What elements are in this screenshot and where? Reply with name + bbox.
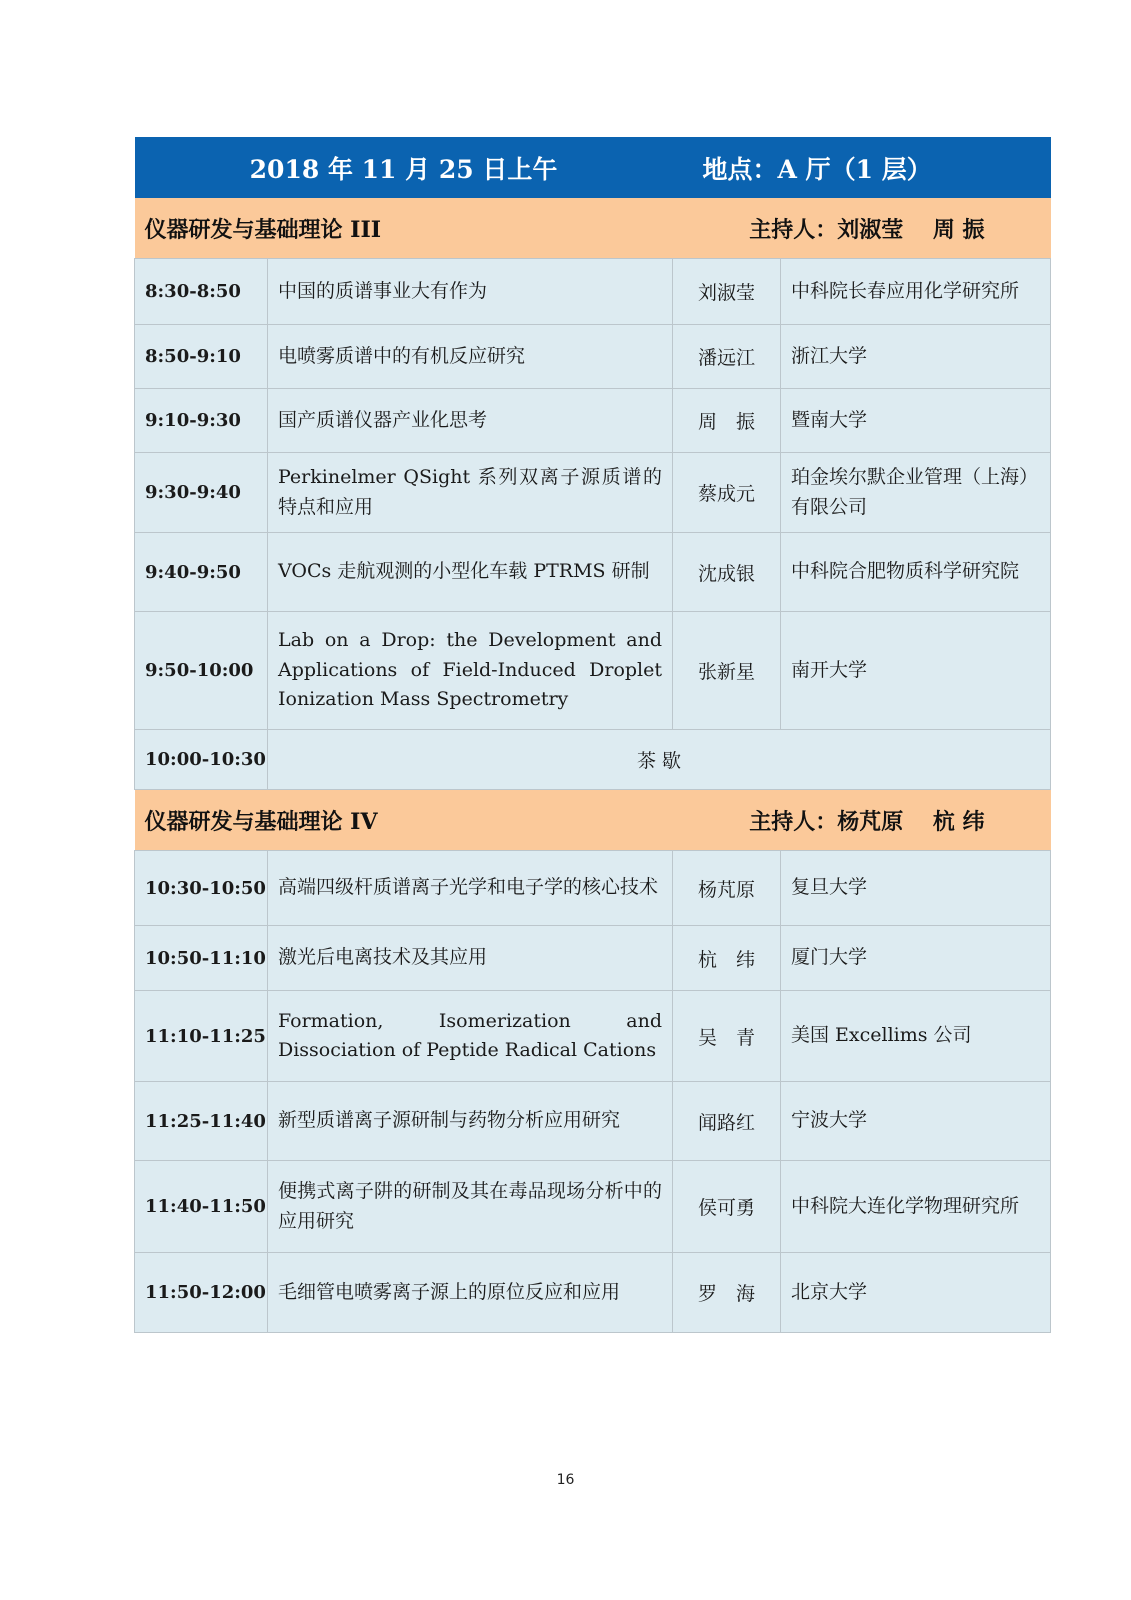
talk-speaker: 罗 海	[673, 1253, 781, 1333]
break-time: 10:00-10:30	[135, 730, 268, 790]
talk-title: 毛细管电喷雾离子源上的原位反应和应用	[268, 1253, 673, 1333]
session-host: 主持人：杨芃原 杭 纬	[673, 790, 1051, 851]
talk-title: Formation, Isomerization and Dissociation of Peptide Radical Cations	[268, 991, 673, 1082]
talk-time: 11:10-11:25	[135, 991, 268, 1082]
talk-time: 10:30-10:50	[135, 851, 268, 926]
page-number: 16	[556, 1472, 575, 1488]
talk-institution: 南开大学	[781, 612, 1051, 730]
talk-speaker: 周 振	[673, 389, 781, 453]
talk-row	[135, 533, 1051, 612]
schedule-table	[134, 137, 1051, 1333]
talk-institution: 中科院合肥物质科学研究院	[781, 533, 1051, 612]
talk-institution: 北京大学	[781, 1253, 1051, 1333]
talk-speaker: 吴 青	[673, 991, 781, 1082]
talk-time: 11:25-11:40	[135, 1082, 268, 1161]
talk-speaker: 潘远江	[673, 325, 781, 389]
session-header	[135, 198, 1051, 259]
break-row	[135, 730, 1051, 790]
talk-speaker: 沈成银	[673, 533, 781, 612]
talk-row	[135, 1082, 1051, 1161]
talk-title: 中国的质谱事业大有作为	[268, 259, 673, 325]
talk-speaker: 杭 纬	[673, 926, 781, 991]
talk-speaker: 侯可勇	[673, 1161, 781, 1253]
break-label: 茶 歇	[268, 730, 1051, 790]
session-host: 主持人：刘淑莹 周 振	[673, 198, 1051, 259]
talk-row	[135, 1253, 1051, 1333]
talk-institution: 宁波大学	[781, 1082, 1051, 1161]
talk-title: 国产质谱仪器产业化思考	[268, 389, 673, 453]
talk-institution: 中科院大连化学物理研究所	[781, 1161, 1051, 1253]
schedule-header	[135, 137, 1051, 198]
talk-time: 9:50-10:00	[135, 612, 268, 730]
talk-institution: 美国 Excellims 公司	[781, 991, 1051, 1082]
talk-title: Lab on a Drop: the Development and Applications of Field-Induced Droplet Ionization Mass Spectrometry	[268, 612, 673, 730]
talk-title: VOCs 走航观测的小型化车载 PTRMS 研制	[268, 533, 673, 612]
talk-speaker: 蔡成元	[673, 453, 781, 533]
talk-title: 新型质谱离子源研制与药物分析应用研究	[268, 1082, 673, 1161]
talk-speaker: 刘淑莹	[673, 259, 781, 325]
talk-title: 电喷雾质谱中的有机反应研究	[268, 325, 673, 389]
session-title: 仪器研发与基础理论 III	[135, 198, 673, 259]
talk-institution: 珀金埃尔默企业管理（上海）有限公司	[781, 453, 1051, 533]
talk-speaker: 杨芃原	[673, 851, 781, 926]
talk-institution: 厦门大学	[781, 926, 1051, 991]
talk-time: 9:40-9:50	[135, 533, 268, 612]
talk-time: 9:30-9:40	[135, 453, 268, 533]
talk-row	[135, 612, 1051, 730]
talk-row	[135, 991, 1051, 1082]
talk-institution: 暨南大学	[781, 389, 1051, 453]
talk-row	[135, 325, 1051, 389]
talk-institution: 中科院长春应用化学研究所	[781, 259, 1051, 325]
talk-title: 激光后电离技术及其应用	[268, 926, 673, 991]
talk-row	[135, 453, 1051, 533]
session-title: 仪器研发与基础理论 IV	[135, 790, 673, 851]
talk-time: 11:40-11:50	[135, 1161, 268, 1253]
talk-title: Perkinelmer QSight 系列双离子源质谱的特点和应用	[268, 453, 673, 533]
talk-time: 9:10-9:30	[135, 389, 268, 453]
talk-row	[135, 926, 1051, 991]
talk-row	[135, 851, 1051, 926]
talk-row	[135, 1161, 1051, 1253]
talk-institution: 浙江大学	[781, 325, 1051, 389]
talk-title: 便携式离子阱的研制及其在毒品现场分析中的应用研究	[268, 1161, 673, 1253]
talk-row	[135, 389, 1051, 453]
talk-speaker: 张新星	[673, 612, 781, 730]
talk-speaker: 闻路红	[673, 1082, 781, 1161]
talk-title: 高端四级杆质谱离子光学和电子学的核心技术	[268, 851, 673, 926]
header-location: 地点：A 厅（1 层）	[673, 137, 1051, 198]
talk-time: 11:50-12:00	[135, 1253, 268, 1333]
talk-institution: 复旦大学	[781, 851, 1051, 926]
session-header	[135, 790, 1051, 851]
header-date: 2018 年 11 月 25 日上午	[135, 137, 673, 198]
talk-row	[135, 259, 1051, 325]
talk-time: 10:50-11:10	[135, 926, 268, 991]
talk-time: 8:30-8:50	[135, 259, 268, 325]
talk-time: 8:50-9:10	[135, 325, 268, 389]
